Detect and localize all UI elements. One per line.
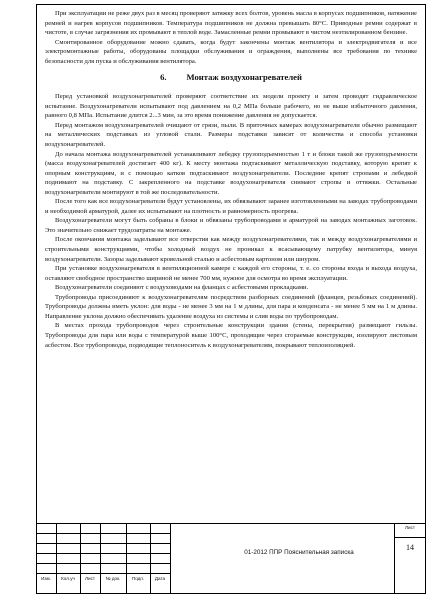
paragraph: При установке воздухонагревателя в вентиляционной камере с каждой его стороны, т. е. со стороны входа и выхода воздуха, оставляют свободное пространство шириной не менее 700 мм, нужное для осмотра во время эксплуатации. (45, 265, 417, 282)
paragraph: Воздухонагреватели могут быть собраны в блоки и обвязаны трубопроводами и арматурой на заводах монтажных заготовок. Это значительно снижает трудозатраты на монтаже. (45, 217, 417, 234)
sheet-number: 14 (406, 543, 414, 552)
paragraph: Воздухонагреватели соединяют с воздуховодами на фланцах с асбестовыми прокладками. (55, 284, 309, 292)
header-podp: Подп. (131, 576, 145, 581)
paragraph: Перед установкой воздухонагревателей проверяют соответствие их модели проекту и затем проводят гидравлическое испытание. Воздухонагреватели испытывают под давлением на 0,2 МПа больше рабочего, но не выше избыточного давления, равного 0,8 МПа. Испытание длится 2...3 мин, за это время понижение давления не допускается. (45, 93, 417, 120)
paragraph: После окончания монтажа заделывают все отверстия как между воздухонагревателями, так и между воздухонагревателями и строительными конструкциями, чтобы холодный воздух не проникал к всасывающему патрубку вентилятора, минуя воздухонагреватели. Зазоры заделывают кровельной сталью и асбестовым картоном или шнуром. (45, 236, 417, 263)
paragraph: После того как все воздухонагреватели будут установлены, их обвязывают заранее изготовленными на заводах трубопроводами и необходимой арматурой, далее их испытывают на плотность и равномерность прогрева. (45, 198, 417, 215)
header-izm: Изм. (41, 576, 51, 581)
section-title: Монтаж воздухонагревателей (186, 72, 302, 83)
paragraph: При эксплуатации не реже двух раз в месяц проверяют затяжку всех болтов, уровень масла в корпусах подшипников, натяжение ремней и нагрев корпусов подшипников. Температура подшипников не должна превышать 80°С. Приводные ремни содержат в чистоте, в случае загрязнения их промывают в теплой воде. Замасленные ремни промывают в чистом неэтилированном бензине. (45, 10, 417, 37)
title-block (36, 523, 426, 594)
section-number: 6. (160, 72, 167, 83)
header-nom-dok: № док. (105, 576, 121, 581)
paragraph: В местах прохода трубопроводов через строительные конструкции здания (стены, перекрытия) размещают гильзы. Трубопроводы для пара или воды с температурой выше 100°С, проходящие через сгораемые конструкции, изолируют листовым асбестом. Все трубопроводы, подводящие теплоноситель к воздухонагревателям, покрывают теплоизоляцией. (45, 322, 417, 349)
paragraph: Перед монтажом воздухонагревателей очищают от грязи, пыли. В приточных камерах воздухонагреватели обычно размещают на металлических подставках из угловой стали. Размеры подставки зависят от количества и способа установки воздухонагревателей. (45, 121, 417, 149)
section-heading (45, 72, 417, 82)
header-data: Дата (154, 576, 166, 581)
document-title: 01-2012 ППР Пояснительная записка (244, 549, 354, 556)
paragraph: Смонтированное оборудование можно сдавать, когда будут закончены монтаж вентилятора и электродвигателя и все электромонтажные работы, оборудованы площадки обслуживания и ограждения, выполнены все требования по технике безопасности для пуска и обслуживания вентилятора. (45, 38, 417, 65)
paragraph: Трубопроводы присоединяют к воздухонагревателям посредством разборных соединений (фланцев, резьбовых соединений). Трубопроводы должны иметь уклон: для воды - не менее 3 мм на 1 м длины, для пара и конденсата - не менее 5 мм на 1 м длины. Направление уклона должно обеспечивать удаление воздуха из системы и слив воды по трубопроводам. (45, 293, 417, 320)
paragraph: До начала монтажа воздухонагревателей устанавливают лебедку грузоподъемностью 1 т и блоки такой же грузоподъемности (масса воздухонагревателей достигает 400 кг). К месту монтажа подтаскивают металлическую подставку, которую крепят к опорным конструкциям, и с помощью катков подтаскивают воздухонагреватели. Последние крепят стропами и лебедкой поднимают на подставку. С закрепленного на подставке воздухонагревателя снимают стропы и оттяжки. Остальные воздухонагреватели монтируют в той же последовательности. (45, 150, 417, 196)
document-body (45, 9, 417, 519)
header-list: Лист (85, 576, 95, 581)
header-kol-uch: Кол.уч (61, 576, 75, 581)
sheet-label: Лист (405, 525, 415, 530)
